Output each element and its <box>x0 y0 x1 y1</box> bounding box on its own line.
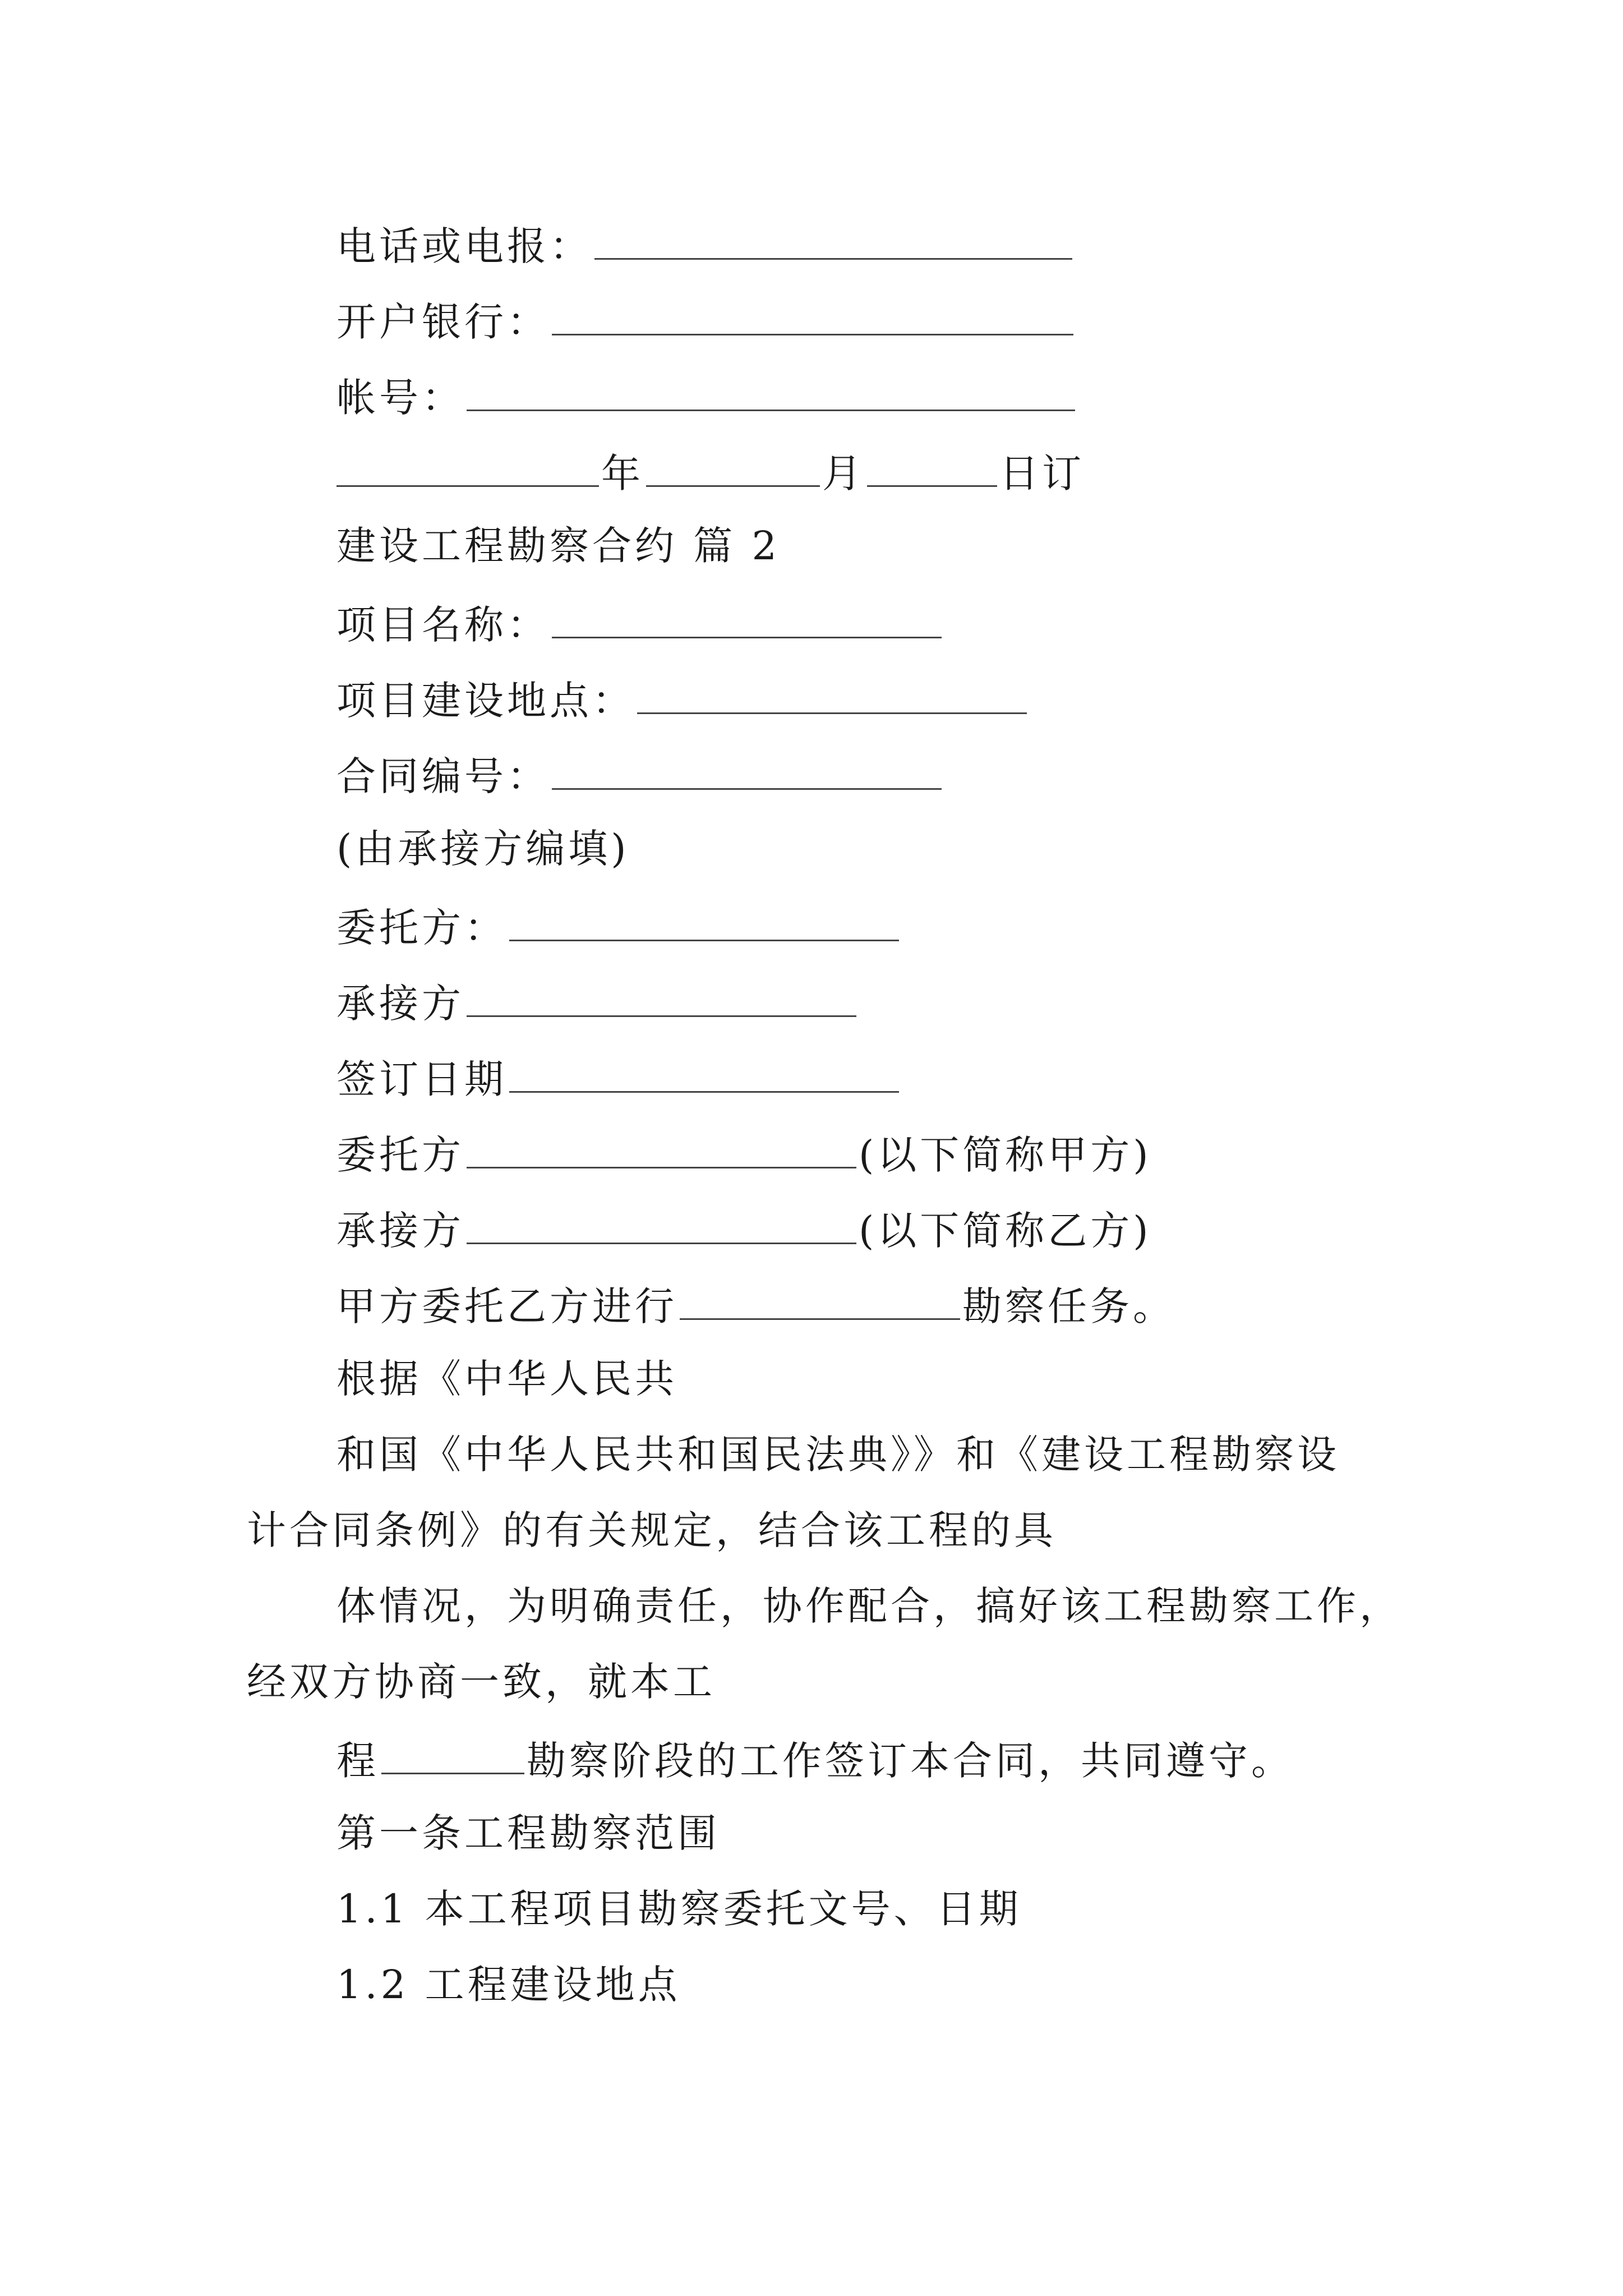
stage-blank <box>381 1738 524 1774</box>
party-b-note: (以下简称乙方) <box>859 1208 1152 1254</box>
contractor-fill-note <box>336 826 630 874</box>
account-blank <box>467 375 1075 411</box>
stage-line <box>336 1738 1294 1783</box>
project-site-blank <box>637 678 1027 714</box>
client-line <box>336 905 901 950</box>
client-label-2: 委托方 <box>336 1132 464 1178</box>
stage-text-1: 程 <box>336 1738 379 1784</box>
item-1-1 <box>336 1886 1022 1934</box>
basis-line-4 <box>336 1583 1402 1631</box>
bank-line <box>336 299 1076 344</box>
party-a-note: (以下简称甲方) <box>859 1132 1152 1178</box>
item-1-2 <box>336 1962 681 2010</box>
day-blank <box>867 450 997 487</box>
bank-blank <box>552 299 1073 335</box>
telephone-label: 电话或电报： <box>336 223 592 269</box>
party-a-line <box>336 1132 1152 1177</box>
entrust-text-2: 勘察任务。 <box>962 1283 1175 1329</box>
contractor-fill-note-text: (由承接方编填) <box>336 826 630 872</box>
client-label: 委托方： <box>336 905 507 951</box>
contract-no-label: 合同编号： <box>336 753 550 799</box>
basis-line-2-text: 和国《中华人民共和国民法典》》和《建设工程勘察设 <box>336 1432 1340 1478</box>
account-line <box>336 375 1077 420</box>
entrust-text-1: 甲方委托乙方进行 <box>336 1283 677 1329</box>
month-char: 月 <box>822 450 865 496</box>
party-b-line <box>336 1208 1152 1253</box>
project-name-line <box>336 602 944 647</box>
year-char: 年 <box>601 450 644 496</box>
contractor-blank <box>467 981 856 1017</box>
telephone-line <box>336 223 1075 268</box>
contractor-line <box>336 981 859 1025</box>
basis-line-2 <box>336 1432 1340 1480</box>
date-line <box>336 450 1085 495</box>
section-title-text: 建设工程勘察合约 篇 2 <box>336 523 781 569</box>
article-1-title-text: 第一条工程勘察范围 <box>336 1810 720 1856</box>
item-1-1-text: 1.1 本工程项目勘察委托文号、日期 <box>336 1886 1022 1932</box>
basis-line-1-text: 根据《中华人民共 <box>336 1356 677 1402</box>
contractor-label: 承接方 <box>336 981 464 1027</box>
month-blank <box>646 450 820 487</box>
bank-label: 开户银行： <box>336 299 550 345</box>
basis-line-3 <box>247 1507 1057 1556</box>
entrust-line <box>336 1283 1175 1328</box>
item-1-2-text: 1.2 工程建设地点 <box>336 1962 681 2008</box>
basis-line-3-text: 计合同条例》的有关规定，结合该工程的具 <box>247 1507 1057 1553</box>
entrust-blank <box>680 1283 960 1320</box>
basis-line-4-text: 体情况，为明确责任，协作配合，搞好该工程勘察工作， <box>336 1583 1402 1629</box>
sign-date-label: 签订日期 <box>336 1056 507 1102</box>
project-name-label: 项目名称： <box>336 602 550 648</box>
basis-line-5-text: 经双方协商一致，就本工 <box>247 1659 716 1705</box>
stage-text-2: 勘察阶段的工作签订本合同，共同遵守。 <box>527 1738 1294 1784</box>
day-sign-text: 日订 <box>999 450 1085 496</box>
year-blank <box>336 450 599 487</box>
project-site-line <box>336 678 1029 723</box>
sign-date-line <box>336 1056 901 1101</box>
article-1-title <box>336 1810 720 1858</box>
account-label: 帐号： <box>336 375 464 421</box>
contractor-label-2: 承接方 <box>336 1208 464 1254</box>
section-title <box>336 523 781 571</box>
party-b-blank <box>467 1208 856 1244</box>
basis-line-5 <box>247 1659 716 1707</box>
project-site-label: 项目建设地点： <box>336 678 635 724</box>
client-blank <box>509 905 899 941</box>
telephone-blank <box>594 223 1072 260</box>
sign-date-blank <box>509 1056 899 1093</box>
contract-no-blank <box>552 753 942 790</box>
project-name-blank <box>552 602 942 638</box>
basis-line-1 <box>336 1356 677 1404</box>
contract-no-line <box>336 753 944 798</box>
party-a-blank <box>467 1132 856 1168</box>
